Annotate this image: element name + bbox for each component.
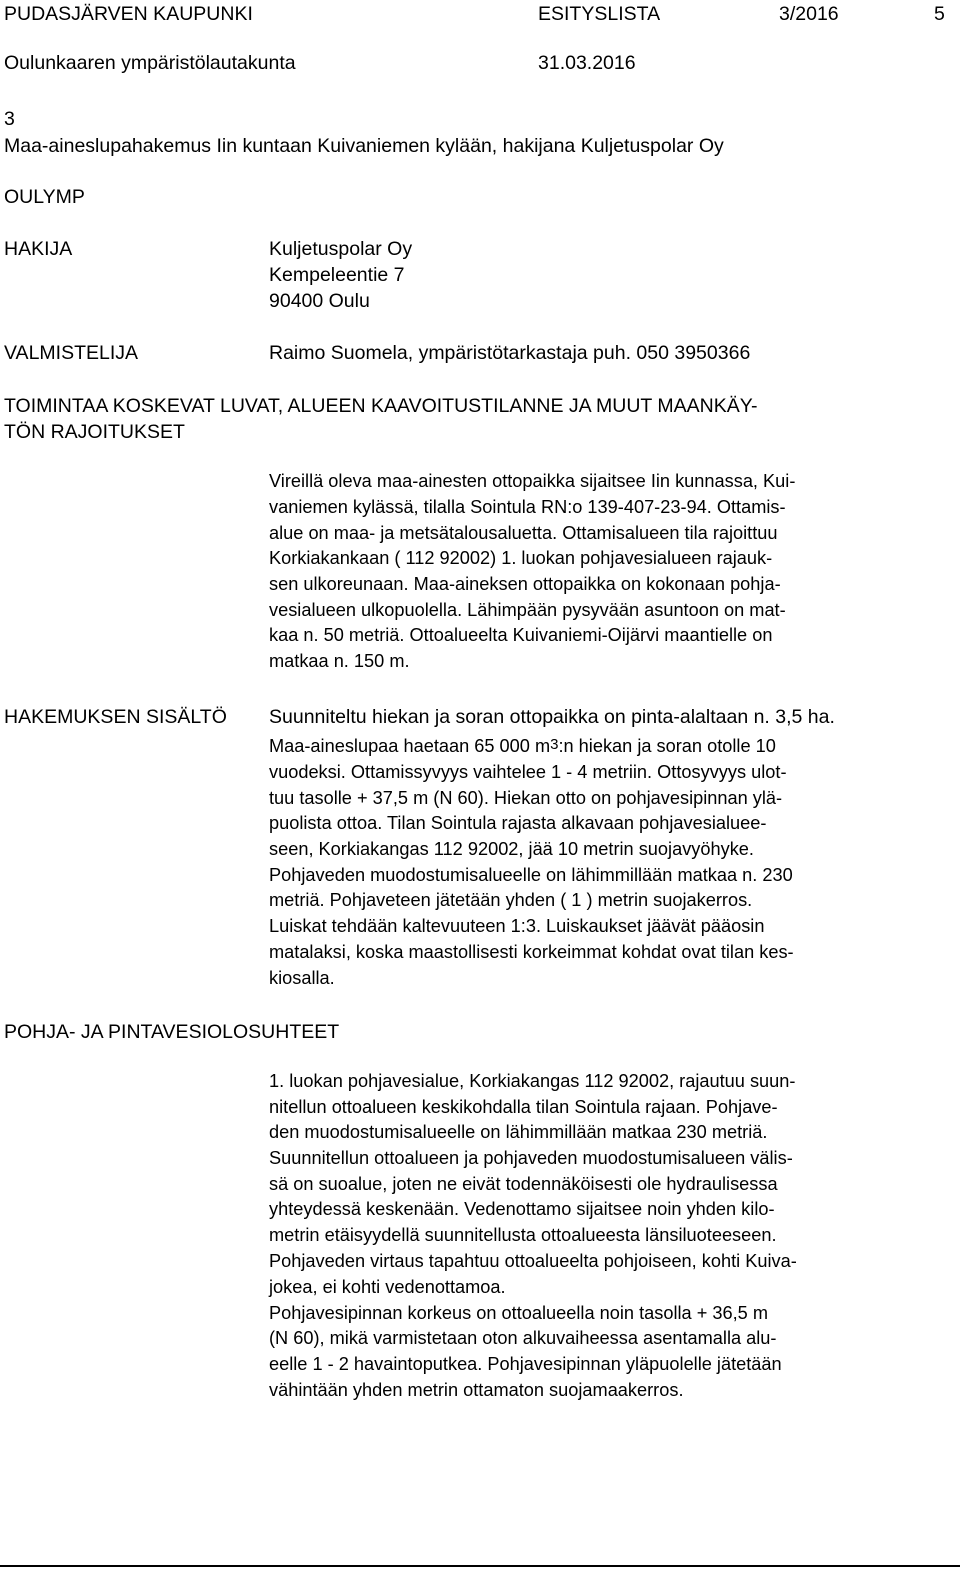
permits-paragraph-line: vesialueen ulkopuolella. Lähimpään pysyvään asuntoon on mat- [269, 600, 786, 620]
water-paragraph-line: nitellun ottoalueen keskikohdalla tilan Sointula rajaan. Pohjave- [269, 1097, 778, 1117]
permits-heading-line-1: TOIMINTAA KOSKEVAT LUVAT, ALUEEN KAAVOITUSTILANNE JA MUUT MAANKÄY- [4, 395, 758, 417]
water-paragraph-line: (N 60), mikä varmistetaan oton alkuvaiheessa asentamalla alu- [269, 1328, 777, 1348]
application-paragraph-line: puolista ottoa. Tilan Sointula rajasta alkavaan pohjavesialuee- [269, 813, 767, 833]
application-paragraph-line: kiosalla. [269, 968, 335, 988]
application-volume-post: :n hiekan ja soran otolle 10 [558, 736, 776, 756]
water-paragraph-line: Pohjavesipinnan korkeus on ottoalueella noin tasolla + 36,5 m [269, 1303, 768, 1323]
header-doc-type: ESITYSLISTA [538, 3, 661, 25]
item-title: Maa-aineslupahakemus Iin kuntaan Kuivaniemen kylään, hakijana Kuljetuspolar Oy [4, 135, 724, 157]
header-date: 31.03.2016 [538, 52, 636, 74]
water-paragraph-line: 1. luokan pohjavesialue, Korkiakangas 112 92002, rajautuu suun- [269, 1071, 796, 1091]
application-paragraph-line: Pohjaveden muodostumisalueelle on lähimmillään matkaa n. 230 [269, 865, 793, 885]
application-volume-sup: 3 [550, 736, 559, 753]
header-committee: Oulunkaaren ympäristölautakunta [4, 52, 296, 74]
water-label: POHJA- JA PINTAVESIOLOSUHTEET [4, 1021, 340, 1043]
permits-paragraph-line: Korkiakankaan ( 112 92002) 1. luokan pohjavesialueen rajauk- [269, 548, 773, 568]
water-paragraph-line: metrin etäisyydellä suunnitellusta ottoalueesta länsiluoteeseen. [269, 1225, 777, 1245]
water-paragraph-line: yhteydessä keskenään. Vedenottamo sijaitsee noin yhden kilo- [269, 1199, 775, 1219]
permits-paragraph-line: alue on maa- ja metsätalousaluetta. Ottamisalueen tila rajoittuu [269, 523, 778, 543]
application-paragraph-line: Luiskat tehdään kaltevuuteen 1:3. Luiskaukset jäävät pääosin [269, 916, 765, 936]
applicant-city: 90400 Oulu [269, 290, 370, 312]
permits-paragraph-line: matkaa n. 150 m. [269, 651, 410, 671]
permits-paragraph-line: vaniemen kylässä, tilalla Sointula RN:o 139-407-23-94. Ottamis- [269, 497, 786, 517]
permits-paragraph-line: sen ulkoreunaan. Maa-aineksen ottopaikka on kokonaan pohja- [269, 574, 781, 594]
application-paragraph-line: seen, Korkiakangas 112 92002, jää 10 metrin suojavyöhyke. [269, 839, 754, 859]
application-volume-pre: Maa-aineslupaa haetaan 65 000 m [269, 736, 551, 756]
water-paragraph-line: vähintään yhden metrin ottamaton suojamaakerros. [269, 1380, 684, 1400]
application-paragraph-line: matalaksi, koska maastollisesti korkeimmat kohdat ovat tilan kes- [269, 942, 794, 962]
header-city: PUDASJÄRVEN KAUPUNKI [4, 3, 253, 25]
water-paragraph-line: Suunnitellun ottoalueen ja pohjaveden muodostumisalueen välis- [269, 1148, 793, 1168]
water-paragraph-line: Pohjaveden virtaus tapahtuu ottoalueelta pohjoiseen, kohti Kuiva- [269, 1251, 797, 1271]
preparer-label: VALMISTELIJA [4, 342, 139, 364]
application-label: HAKEMUKSEN SISÄLTÖ [4, 706, 227, 728]
permits-paragraph-line: Vireillä oleva maa-ainesten ottopaikka sijaitsee Iin kunnassa, Kui- [269, 471, 796, 491]
application-paragraph-line: tuu tasolle + 37,5 m (N 60). Hiekan otto on pohjavesipinnan ylä- [269, 788, 783, 808]
permits-heading-line-2: TÖN RAJOITUKSET [4, 421, 185, 443]
application-volume-line [269, 736, 776, 757]
item-ref: OULYMP [4, 186, 85, 208]
header-number: 3/2016 [779, 3, 839, 25]
application-paragraph-line: vuodeksi. Ottamissyvyys vaihtelee 1 - 4 metriin. Ottosyvyys ulot- [269, 762, 787, 782]
water-paragraph-line: eelle 1 - 2 havaintoputkea. Pohjavesipinnan yläpuolelle jätetään [269, 1354, 782, 1374]
footer-rule [0, 1565, 960, 1567]
applicant-street: Kempeleentie 7 [269, 264, 405, 286]
applicant-label: HAKIJA [4, 238, 73, 260]
application-first-line: Suunniteltu hiekan ja soran ottopaikka on pinta-alaltaan n. 3,5 ha. [269, 706, 835, 728]
permits-paragraph-line: kaa n. 50 metriä. Ottoalueelta Kuivaniemi-Oijärvi maantielle on [269, 625, 773, 645]
preparer-value: Raimo Suomela, ympäristötarkastaja puh. 050 3950366 [269, 342, 751, 364]
water-paragraph-line: jokea, ei kohti vedenottamoa. [269, 1277, 506, 1297]
header-page-number: 5 [934, 3, 945, 25]
water-paragraph-line: sä on suoalue, joten ne eivät todennäköisesti ole hydraulisessa [269, 1174, 778, 1194]
item-number: 3 [4, 108, 15, 130]
applicant-name: Kuljetuspolar Oy [269, 238, 413, 260]
water-paragraph-line: den muodostumisalueelle on lähimmillään matkaa 230 metriä. [269, 1122, 768, 1142]
application-paragraph-line: metriä. Pohjaveteen jätetään yhden ( 1 ) metrin suojakerros. [269, 890, 753, 910]
